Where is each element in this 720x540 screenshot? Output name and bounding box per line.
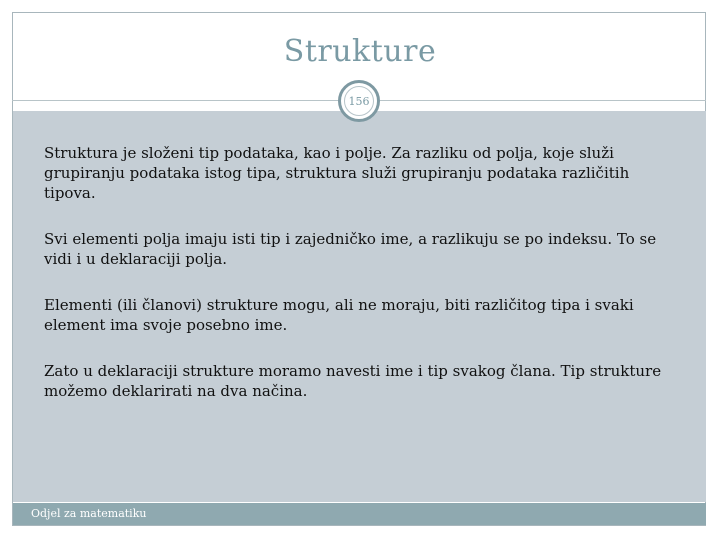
footer-label: Odjel za matematiku — [31, 507, 147, 520]
page-number: 156 — [344, 86, 374, 116]
page-number-badge — [338, 80, 380, 122]
paragraph-1: Struktura je složeni tip podataka, kao i polje. Za razliku od polja, koje služi grupiranju podataka istog tipa, struktura služi grupiranju podataka različitih tipova. — [44, 144, 630, 202]
slide-title: Strukture — [283, 34, 437, 69]
paragraph-3: Elementi (ili članovi) strukture mogu, ali ne moraju, biti različitog tipa i svaki element ima svoje posebno ime. — [44, 296, 634, 334]
paragraph-2: Svi elementi polja imaju isti tip i zajedničko ime, a razlikuju se po indeksu. To se vidi i u deklaraciji polja. — [44, 230, 657, 268]
paragraph-4: Zato u deklaraciji strukture moramo navesti ime i tip svakog člana. Tip strukture možemo deklarirati na dva načina. — [44, 362, 662, 400]
